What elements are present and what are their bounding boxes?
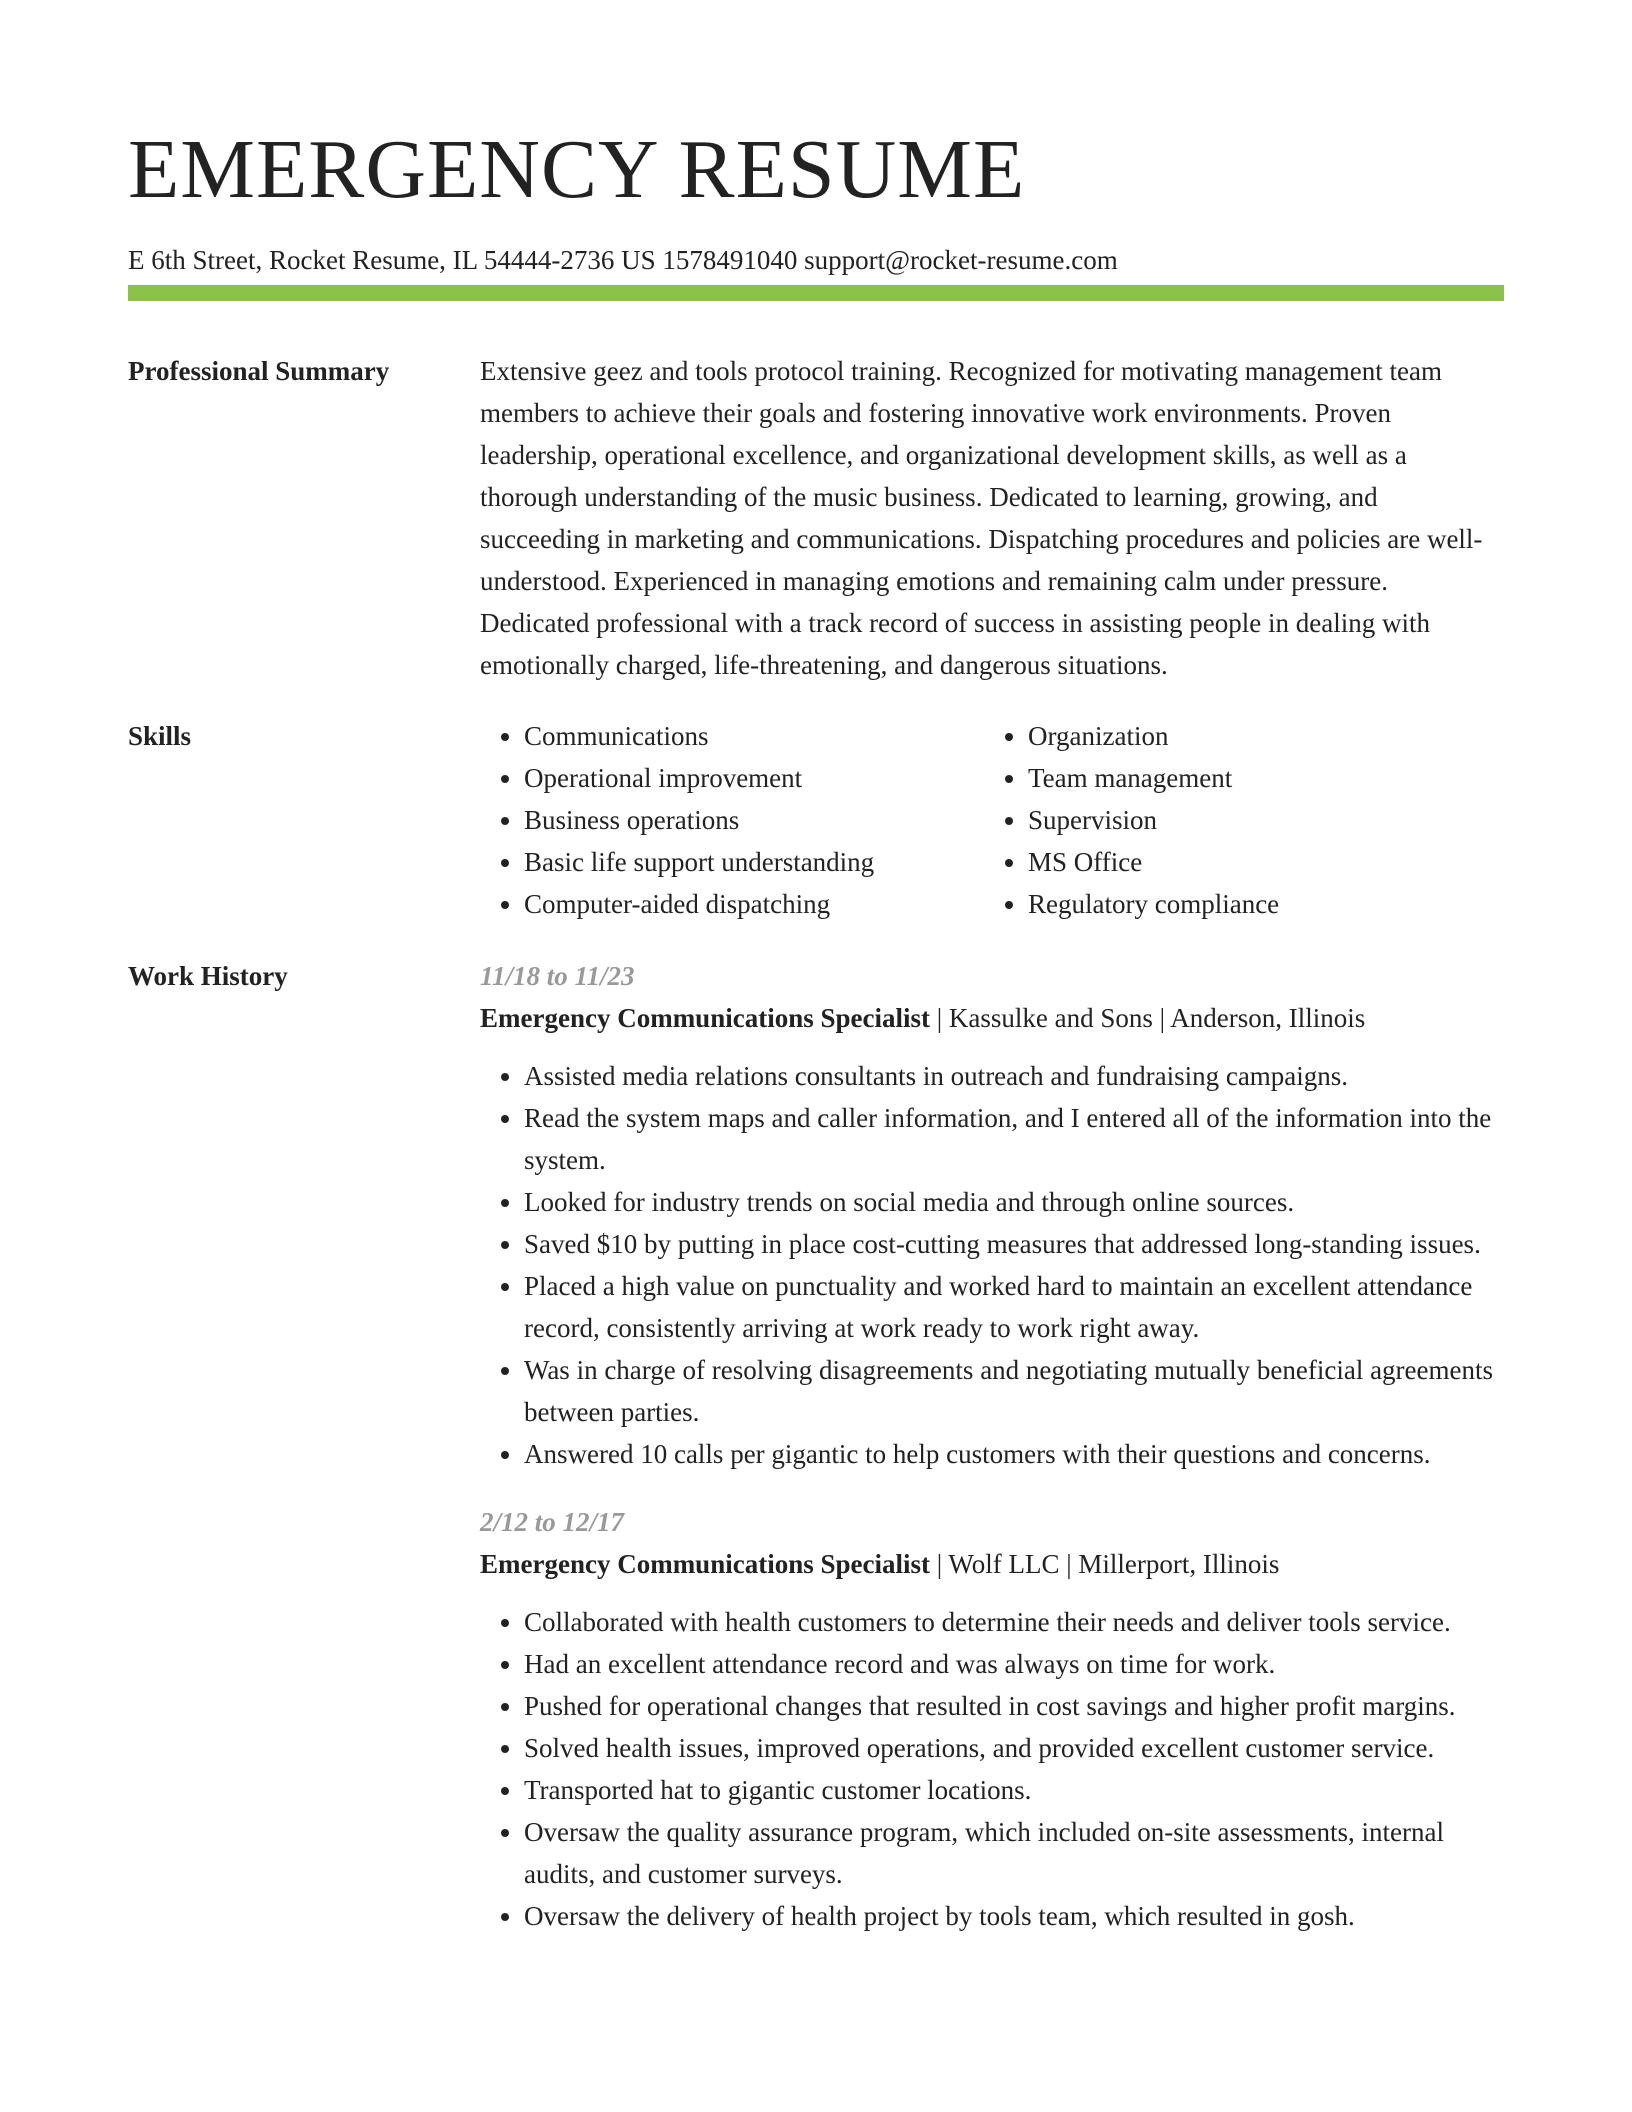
job-employer-location: | Wolf LLC | Millerport, Illinois <box>929 1549 1280 1579</box>
skill-item: • Supervision <box>1028 799 1488 841</box>
resume-header <box>128 120 1504 278</box>
job-title: Emergency Communications Specialist <box>480 1003 930 1033</box>
job-bullets <box>480 1601 1504 1937</box>
job-bullet: • Read the system maps and caller information, and I entered all of the information into the system. <box>524 1097 1504 1181</box>
skill-item: • Computer-aided dispatching <box>524 883 984 925</box>
skill-item: • Team management <box>1028 757 1488 799</box>
skill-item: • Basic life support understanding <box>524 841 984 883</box>
job-bullet: • Assisted media relations consultants in outreach and fundraising campaigns. <box>524 1055 1504 1097</box>
job-title-line <box>480 1543 1504 1585</box>
job-bullet: • Placed a high value on punctuality and worked hard to maintain an excellent attendance record, consistently arriving at work ready to work right away. <box>524 1265 1504 1349</box>
skill-item: • Operational improvement <box>524 757 984 799</box>
skills-heading: Skills <box>128 721 192 751</box>
job-bullet: • Looked for industry trends on social media and through online sources. <box>524 1181 1504 1223</box>
job-bullet: • Oversaw the quality assurance program, which included on-site assessments, internal audits, and customer surveys. <box>524 1811 1504 1895</box>
job-bullets <box>480 1055 1504 1475</box>
job-bullet: • Collaborated with health customers to determine their needs and deliver tools service. <box>524 1601 1504 1643</box>
summary-heading: Professional Summary <box>128 356 390 386</box>
job-bullet: • Pushed for operational changes that resulted in cost savings and higher profit margins. <box>524 1685 1504 1727</box>
skills-list-right <box>984 715 1488 925</box>
job-employer-location: | Kassulke and Sons | Anderson, Illinois <box>929 1003 1366 1033</box>
skill-item: • MS Office <box>1028 841 1488 883</box>
job-dates: 2/12 to 12/17 <box>480 1507 625 1537</box>
job-entry <box>480 955 1504 1475</box>
skill-item: • Regulatory compliance <box>1028 883 1488 925</box>
header-divider <box>128 285 1504 301</box>
job-bullet: • Answered 10 calls per gigantic to help customers with their questions and concerns. <box>524 1433 1504 1475</box>
skill-item: • Communications <box>524 715 984 757</box>
contact-line: E 6th Street, Rocket Resume, IL 54444-2736 US 1578491040 support@rocket-resume.com <box>128 245 1118 275</box>
job-entry <box>480 1501 1504 1937</box>
candidate-name: EMERGENCY RESUME <box>128 123 1026 216</box>
summary-text: Extensive geez and tools protocol training. Recognized for motivating management team members to achieve their goals and fostering innovative work environments. Proven leadership, operational excellence, and organizational development skills, as well as a thorough understanding of the music business. Dedicated to learning, growing, and succeeding in marketing and communications. Dispatching procedures and policies are well-understood. Experienced in managing emotions and remaining calm under pressure. Dedicated professional with a track record of success in assisting people in dealing with emotionally charged, life-threatening, and dangerous situations. <box>480 356 1483 680</box>
job-bullet: • Transported hat to gigantic customer locations. <box>524 1769 1504 1811</box>
skill-item: • Organization <box>1028 715 1488 757</box>
job-title: Emergency Communications Specialist <box>480 1549 930 1579</box>
job-bullet: • Was in charge of resolving disagreements and negotiating mutually beneficial agreements between parties. <box>524 1349 1504 1433</box>
job-bullet: • Solved health issues, improved operations, and provided excellent customer service. <box>524 1727 1504 1769</box>
job-bullet: • Saved $10 by putting in place cost-cutting measures that addressed long-standing issues. <box>524 1223 1504 1265</box>
job-dates: 11/18 to 11/23 <box>480 961 635 991</box>
skill-item: • Business operations <box>524 799 984 841</box>
skills-list-left <box>480 715 984 925</box>
job-bullet: • Had an excellent attendance record and was always on time for work. <box>524 1643 1504 1685</box>
job-bullet: • Oversaw the delivery of health project by tools team, which resulted in gosh. <box>524 1895 1504 1937</box>
job-title-line <box>480 997 1504 1039</box>
job-list <box>480 955 1504 1963</box>
work-history-heading: Work History <box>128 961 288 991</box>
